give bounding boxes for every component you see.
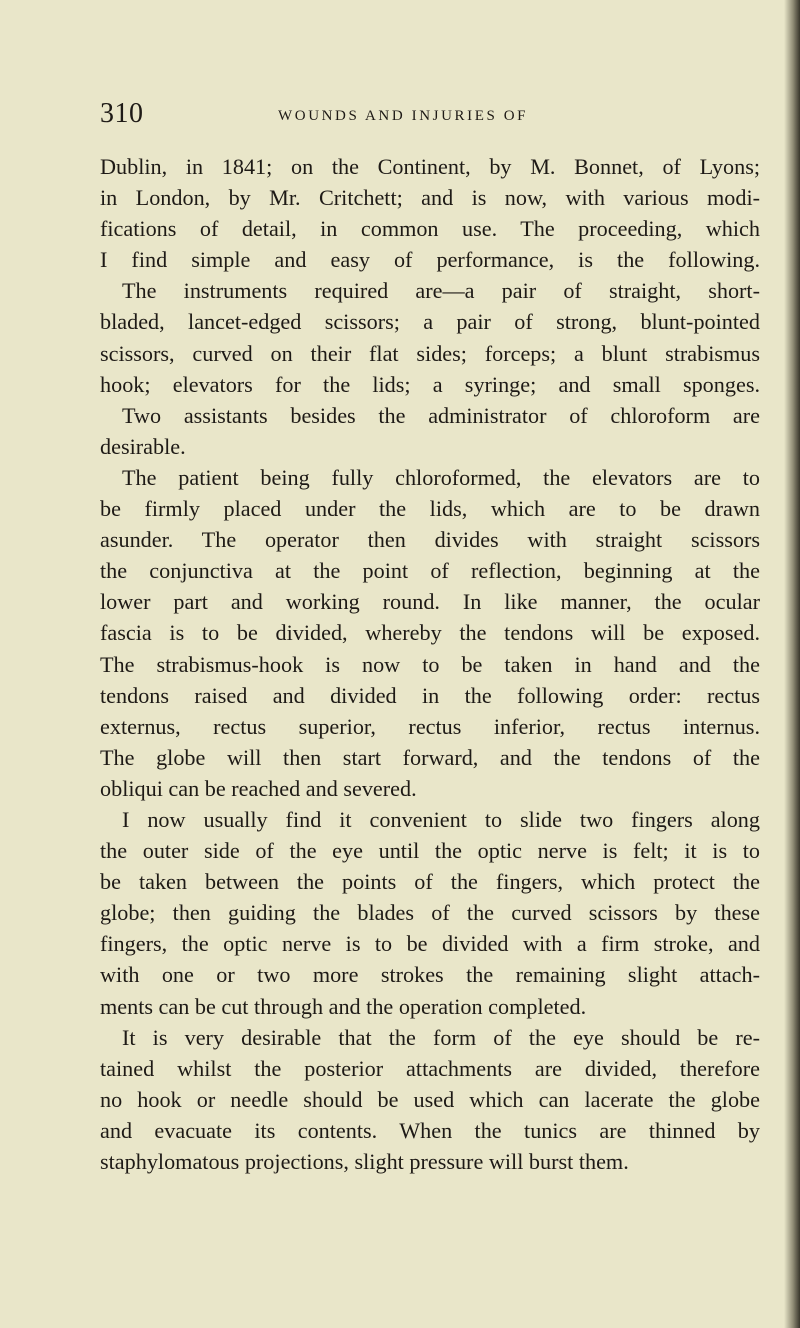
text-line: I find simple and easy of performance, is the following. [100, 247, 760, 273]
page-header [100, 98, 760, 138]
text-line: tained whilst the posterior attachments are divided, therefore [100, 1055, 760, 1081]
running-head: WOUNDS AND INJURIES OF [278, 108, 529, 124]
text-line: lower part and working round. In like manner, the ocular [100, 589, 760, 615]
text-line: The strabismus-hook is now to be taken in hand and the [100, 651, 760, 677]
text-line: ments can be cut through and the operation completed. [100, 993, 587, 1019]
text-line: be taken between the points of the fingers, which protect the [100, 869, 760, 895]
page-number: 310 [100, 98, 144, 129]
text-line: fications of detail, in common use. The proceeding, which [100, 216, 760, 242]
body-text [100, 151, 760, 1177]
text-line: fingers, the optic nerve is to be divided with a firm stroke, and [100, 931, 760, 957]
text-line: staphylomatous projections, slight pressure will burst them. [100, 1149, 629, 1174]
text-line: be firmly placed under the lids, which are to be drawn [100, 496, 760, 522]
text-line: no hook or needle should be used which can lacerate the globe [100, 1086, 760, 1112]
text-line: and evacuate its contents. When the tunics are thinned by [100, 1117, 760, 1143]
text-line: tendons raised and divided in the following order: rectus [100, 682, 760, 708]
text-line: with one or two more strokes the remaining slight attach- [100, 962, 760, 988]
text-line: Two assistants besides the administrator of chloroform are [122, 402, 760, 428]
text-line: The globe will then start forward, and the tendons of the [100, 744, 760, 770]
text-line: externus, rectus superior, rectus inferior, rectus internus. [100, 713, 760, 739]
text-line: fascia is to be divided, whereby the tendons will be exposed. [100, 620, 760, 646]
text-line: Dublin, in 1841; on the Continent, by M. Bonnet, of Lyons; [100, 154, 760, 179]
text-line: asunder. The operator then divides with straight scissors [100, 527, 760, 553]
text-line: bladed, lancet-edged scissors; a pair of strong, blunt-pointed [100, 309, 760, 335]
text-line: in London, by Mr. Critchett; and is now, with various modi- [100, 185, 760, 211]
text-line: hook; elevators for the lids; a syringe; and small sponges. [100, 371, 760, 397]
text-line: obliqui can be reached and severed. [100, 775, 417, 801]
text-line: scissors, curved on their flat sides; forceps; a blunt strabismus [100, 340, 760, 366]
text-line: I now usually find it convenient to slide two fingers along [122, 806, 760, 832]
text-line: It is very desirable that the form of the eye should be re- [122, 1024, 760, 1050]
text-line: the conjunctiva at the point of reflection, beginning at the [100, 558, 760, 584]
text-line: globe; then guiding the blades of the curved scissors by these [100, 900, 760, 926]
page-edge-shadow [784, 0, 800, 1328]
text-line: the outer side of the eye until the optic nerve is felt; it is to [100, 838, 760, 864]
text-line: desirable. [100, 433, 186, 459]
text-line: The instruments required are—a pair of straight, short- [122, 278, 760, 304]
text-line: The patient being fully chloroformed, the elevators are to [122, 464, 760, 490]
